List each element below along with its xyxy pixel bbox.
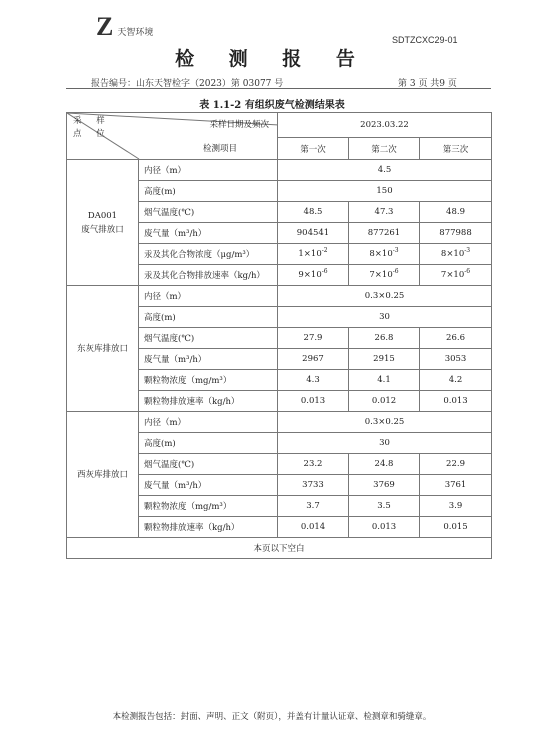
value-cell: 877261 <box>349 223 420 244</box>
merged-value-cell: 0.3×0.25 <box>278 286 492 307</box>
value-cell: 2915 <box>349 349 420 370</box>
run-header-2: 第二次 <box>349 138 420 160</box>
value-cell: 3.5 <box>349 496 420 517</box>
value-cell: 22.9 <box>420 454 492 475</box>
value-exponent: -3 <box>392 247 399 255</box>
value-cell: 26.6 <box>420 328 492 349</box>
table-row <box>67 286 492 307</box>
test-item-cell: 高度(m) <box>139 433 278 454</box>
value-base: 8×10 <box>440 249 465 259</box>
value-cell: 4.1 <box>349 370 420 391</box>
value-base: 9×10 <box>298 270 322 280</box>
footer-note: 本检测报告包括：封面、声明、正文（附页），并盖有计量认证章、检测章和骑缝章。 <box>112 712 432 722</box>
merged-value-cell: 150 <box>278 181 492 202</box>
value-cell: 0.013 <box>349 517 420 538</box>
blank-note-row <box>67 538 492 559</box>
test-item-cell: 废气量（m³/h） <box>139 475 278 496</box>
value-cell: 3.9 <box>420 496 492 517</box>
value-cell: 27.9 <box>278 328 349 349</box>
test-item-label: 检测项目 <box>202 144 237 154</box>
value-cell: 3761 <box>420 475 492 496</box>
value-cell: 47.3 <box>349 202 420 223</box>
header-divider <box>66 88 491 89</box>
report-number: 报告编号：山东天智检字（2023）第 03077 号 <box>91 79 284 89</box>
value-base: 7×10 <box>369 270 393 280</box>
merged-value-cell: 4.5 <box>278 160 492 181</box>
test-item-cell: 烟气温度(℃) <box>139 202 278 223</box>
test-item-cell: 汞及其化合物排放速率（kg/h） <box>139 265 278 286</box>
sampling-point-name: 西灰库排放口 <box>76 469 128 480</box>
value-base: 7×10 <box>440 270 465 280</box>
value-cell <box>278 244 349 265</box>
sampling-point-cell <box>67 286 139 412</box>
value-cell: 0.012 <box>349 391 420 412</box>
test-item-cell: 颗粒物浓度（mg/m³） <box>139 496 278 517</box>
test-item-cell: 高度(m) <box>139 181 278 202</box>
value-cell <box>420 244 492 265</box>
value-cell <box>278 265 349 286</box>
value-exponent: -2 <box>321 247 328 255</box>
table-row <box>67 160 492 181</box>
value-cell: 26.8 <box>349 328 420 349</box>
company-name: 天智环境 <box>117 27 154 38</box>
results-table <box>66 112 492 559</box>
sampling-point-name: DA001 <box>87 210 118 221</box>
value-cell: 2967 <box>278 349 349 370</box>
test-item-cell: 烟气温度(℃) <box>139 454 278 475</box>
sampling-point-cell <box>67 412 139 538</box>
value-exponent: -3 <box>464 247 471 255</box>
company-logo <box>96 14 153 40</box>
run-header-1: 第一次 <box>278 138 349 160</box>
logo-letter: Z <box>96 12 114 41</box>
merged-value-cell: 30 <box>278 307 492 328</box>
table-header-row <box>67 113 492 138</box>
test-item-cell: 颗粒物浓度（mg/m³） <box>139 370 278 391</box>
value-cell: 4.3 <box>278 370 349 391</box>
test-item-cell: 颗粒物排放速率（kg/h） <box>139 517 278 538</box>
value-cell: 0.013 <box>278 391 349 412</box>
value-exponent: -6 <box>464 268 471 276</box>
page-info: 第 3 页 共9 页 <box>398 79 457 89</box>
test-item-cell: 高度(m) <box>139 307 278 328</box>
value-cell: 3769 <box>349 475 420 496</box>
diagonal-header-cell <box>67 113 278 160</box>
value-cell: 24.8 <box>349 454 420 475</box>
value-cell: 23.2 <box>278 454 349 475</box>
value-cell: 877988 <box>420 223 492 244</box>
sampling-point-label-line2: 点 位 <box>73 129 111 139</box>
sampling-point-name: 东灰库排放口 <box>76 343 128 354</box>
sampling-point-label <box>73 115 111 141</box>
document-code: SDTZCXC29-01 <box>392 35 458 45</box>
value-cell: 0.014 <box>278 517 349 538</box>
value-base: 1×10 <box>298 249 322 259</box>
test-item-cell: 内径（m） <box>139 160 278 181</box>
table-title: 表 1.1-2 有组织废气检测结果表 <box>199 100 345 111</box>
value-exponent: -6 <box>321 268 328 276</box>
value-cell: 0.013 <box>420 391 492 412</box>
value-base: 8×10 <box>369 249 393 259</box>
value-exponent: -6 <box>392 268 399 276</box>
table-row <box>67 412 492 433</box>
value-cell <box>349 265 420 286</box>
value-cell: 904541 <box>278 223 349 244</box>
run-header-3: 第三次 <box>420 138 492 160</box>
test-item-cell: 内径（m） <box>139 412 278 433</box>
test-item-cell: 汞及其化合物浓度（μg/m³） <box>139 244 278 265</box>
merged-value-cell: 0.3×0.25 <box>278 412 492 433</box>
merged-value-cell: 30 <box>278 433 492 454</box>
value-cell: 0.015 <box>420 517 492 538</box>
sample-date-cell: 2023.03.22 <box>278 113 492 138</box>
value-cell: 48.9 <box>420 202 492 223</box>
test-item-cell: 废气量（m³/h） <box>139 223 278 244</box>
value-cell <box>420 265 492 286</box>
value-cell: 48.5 <box>278 202 349 223</box>
value-cell: 3.7 <box>278 496 349 517</box>
sampling-point-cell <box>67 160 139 286</box>
test-item-cell: 内径（m） <box>139 286 278 307</box>
value-cell <box>349 244 420 265</box>
sampling-point-label-line1: 采 样 <box>73 116 111 126</box>
test-item-cell: 颗粒物排放速率（kg/h） <box>139 391 278 412</box>
test-item-cell: 废气量（m³/h） <box>139 349 278 370</box>
sample-date-frequency-label: 采样日期及频次 <box>209 120 269 130</box>
value-cell: 3053 <box>420 349 492 370</box>
blank-note: 本页以下空白 <box>67 538 492 559</box>
page-title: 检 测 报 告 <box>175 48 369 70</box>
value-cell: 4.2 <box>420 370 492 391</box>
test-item-cell: 烟气温度(℃) <box>139 328 278 349</box>
sampling-point-type: 废气排放口 <box>81 224 124 235</box>
value-cell: 3733 <box>278 475 349 496</box>
